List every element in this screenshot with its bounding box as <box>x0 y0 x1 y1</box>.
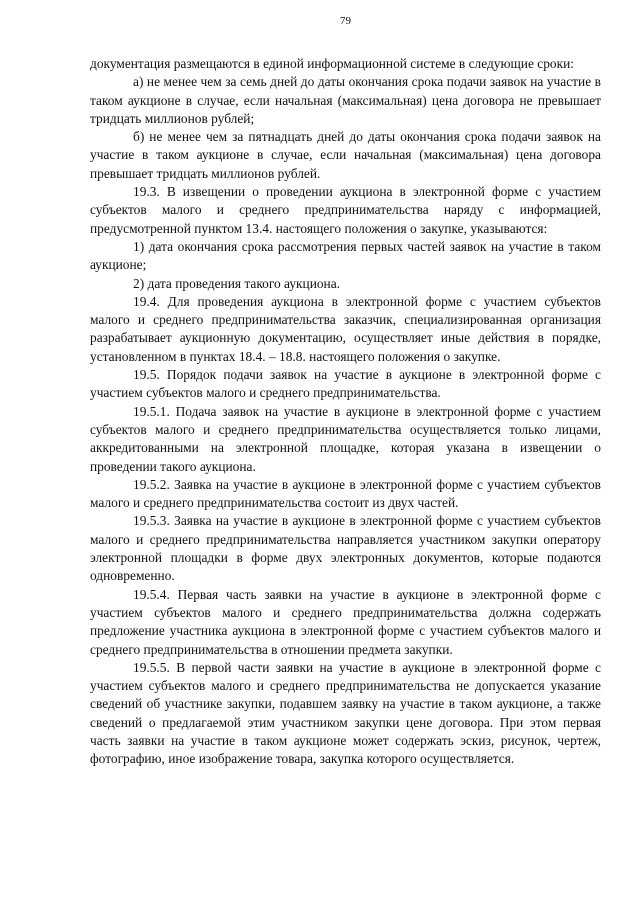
paragraph-19-5-1: 19.5.1. Подача заявок на участие в аукционе в электронной форме с участием субъектов малого и среднего предпринимательства осуществляется только лицами, аккредитованными на электронной площадке, которая указана в извещении о проведении такого аукциона. <box>90 403 601 474</box>
paragraph-19-3-item-1: 1) дата окончания срока рассмотрения первых частей заявок на участие в таком аукционе; <box>90 238 601 273</box>
paragraph-continuation: документация размещаются в единой информационной системе в следующие сроки: <box>90 56 574 71</box>
paragraph-19-5-3: 19.5.3. Заявка на участие в аукционе в электронной форме с участием субъектов малого и среднего предпринимательства направляется участником закупки оператору электронной площадки в форме двух электронных документов, которые подаются одновременно. <box>90 513 601 584</box>
document-body <box>90 55 601 769</box>
page-number: 79 <box>340 15 351 27</box>
paragraph-19-4: 19.4. Для проведения аукциона в электронной форме с участием субъектов малого и среднего предпринимательства заказчик, специализированная организация разрабатывает аукционную документацию, осуществляет иные действия в порядке, установленном в пунктах 18.4. – 18.8. настоящего положения о закупке. <box>90 293 601 364</box>
paragraph-19-5: 19.5. Порядок подачи заявок на участие в аукционе в электронной форме с участием субъектов малого и среднего предпринимательства. <box>90 367 601 401</box>
paragraph-19-5-2: 19.5.2. Заявка на участие в аукционе в электронной форме с участием субъектов малого и среднего предпринимательства состоит из двух частей. <box>90 476 601 511</box>
paragraph-19-3-item-2: 2) дата проведения такого аукциона. <box>133 275 341 291</box>
paragraph-19-3: 19.3. В извещении о проведении аукциона в электронной форме с участием субъектов малого и среднего предпринимательства наряду с информацией, предусмотренной пунктом 13.4. настоящего положения о закупке, указываются: <box>90 184 601 236</box>
paragraph-19-5-5: 19.5.5. В первой части заявки на участие в аукционе в электронной форме с участием субъектов малого и среднего предпринимательства не допускается указание сведений об участнике закупки, подавшем заявку на участие в таком аукционе, а также сведений о предлагаемой этим участником закупки цене договора. При этом первая часть заявки на участие в таком аукционе может содержать эскиз, рисунок, чертеж, фотографию, иное изображение товара, закупка которого осуществляется. <box>90 659 601 767</box>
paragraph-item-a: а) не менее чем за семь дней до даты окончания срока подачи заявок на участие в таком аукционе в случае, если начальная (максимальная) цена договора не превышает тридцать миллионов рублей; <box>90 74 601 126</box>
paragraph-item-b: б) не менее чем за пятнадцать дней до даты окончания срока подачи заявок на участие в таком аукционе в случае, если начальная (максимальная) цена договора превышает тридцать миллионов рублей. <box>90 129 601 181</box>
paragraph-19-5-4: 19.5.4. Первая часть заявки на участие в аукционе в электронной форме с участием субъектов малого и среднего предпринимательства должна содержать предложение участника аукциона в электронной форме с участием субъектов малого и среднего предпринимательства в отношении предмета закупки. <box>90 586 601 657</box>
